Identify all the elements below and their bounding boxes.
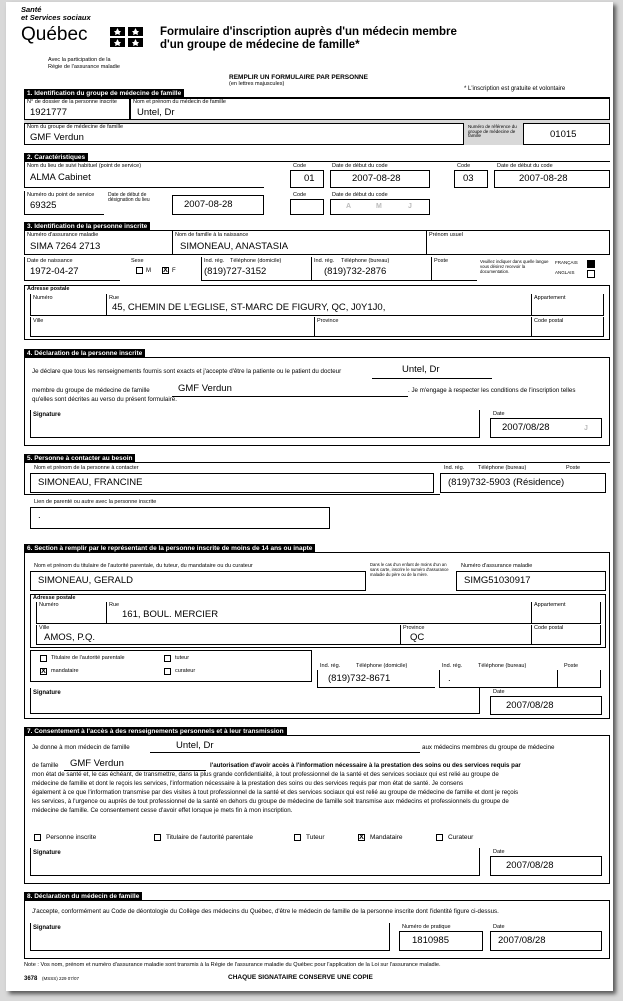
home-tel-label: Téléphone (domicile) [230,258,282,264]
s7-date-value: 2007/08/28 [506,860,554,871]
code2-value: 03 [463,173,474,184]
s4-doctor-value: Untel, Dr [402,364,440,375]
street-label: Rue [109,295,120,301]
s4-group-line [172,396,408,397]
contact-tel-value: (819)732-5903 (Résidence) [448,477,565,488]
s4-date-value: 2007/08/28 [502,422,550,433]
s7-mandate-label: Mandataire [370,834,403,841]
s8-signature-field[interactable] [30,923,390,951]
rep-street-value: 161, BOUL. MERCIER [122,609,219,620]
dob-label: Date de naissance [27,258,73,264]
s7-l2: médecine de famille et dont le reçois les services, l'information nécessaire à la prestation des soins ou des services requis par mon état de santé. Je consens [32,780,464,787]
apartment-label: Appartement [534,295,566,301]
relationship-field[interactable] [30,507,330,529]
contact-tel-label: Téléphone (bureau) [478,465,527,471]
s7-l4: les services, à l'urgence ou auprès de tout professionnel de la santé en dehors du groupe de médecine de famille soit transmise aux médecins et professionnels du groupe de [32,798,509,805]
rep-curator-checkbox[interactable] [164,668,171,675]
s7-l1: mon état de santé et, le cas échéant, de transmettre, dans la plus grande confidentialité, à tout professionnel de la santé et des services sociaux qui est relié au groupe de [32,771,499,778]
s7-curator-checkbox[interactable] [436,834,443,841]
s8-signature-label: Signature [33,925,61,931]
rep-work-tel-value: . [448,673,451,684]
s4-group-value: GMF Verdun [178,383,232,394]
s7-t2: aux médecins membres du groupe de médecine [422,744,555,751]
s4-signature-field[interactable] [30,410,480,438]
partnership-line2: Régie de l'assurance maladie [48,64,120,70]
s4-text4: qu'elles sont décrites au verso du présent formulaire. [32,396,177,403]
rep-name-label: Nom et prénom du titulaire de l'autorité parentale, du tuteur, du mandataire ou du curateur [34,563,253,569]
s7-signature-label: Signature [33,850,61,856]
postal-label: Code postal [534,318,564,324]
footer-form-code: (MSSS) 229 07/07 [42,976,80,981]
date-place-value: 2007-08-28 [184,199,233,210]
nam-label: Numéro d'assurance maladie [27,232,99,238]
point-number-value: 69325 [30,200,57,211]
section-7-title: 7. Consentement à l'accès à des renseignements personnels et à leur transmission [24,727,287,736]
lang-fr-label: FRANÇAIS [555,260,578,265]
s7-person-label: Personne inscrite [46,834,97,841]
rep-street-number-label: Numéro [39,602,59,608]
rep-work-tel-label: Téléphone (bureau) [478,663,527,669]
form-page [6,2,613,991]
rep-work-ind-label: Ind. rég. [442,663,463,669]
rep-signature-field[interactable] [30,688,480,714]
date-code3-year-placeholder: A [346,203,352,210]
s4-date-label: Date [493,411,505,417]
doctor-name-label: Nom et prénom du médecin de famille [133,99,226,105]
rep-tutor-label: tuteur [175,655,190,661]
partnership-line1: Avec la participation de la [48,57,111,63]
dob-value: 1972-04-27 [30,266,79,277]
rep-nam-value: SIMG51030917 [464,575,531,586]
org-line2: et Services sociaux [21,13,91,22]
s7-person-checkbox[interactable] [34,834,41,841]
code3-field[interactable] [290,199,324,215]
rep-parent-checkbox[interactable] [40,655,47,662]
rep-nam-label: Numéro d'assurance maladie [461,563,533,569]
rep-name-value: SIMONEAU, GERALD [38,575,134,586]
s7-mandate-checkbox[interactable]: X [359,834,364,841]
section-3-title: 3. Identification de la personne inscrite [24,222,150,231]
s7-tutor-checkbox[interactable] [294,834,301,841]
lang-en-label: ANGLAIS [555,270,575,275]
service-place-label: Nom du lieu de suivi habituel (point de service) [27,163,142,169]
s7-tutor-label: Tuteur [306,834,325,841]
form-title-line1: Formulaire d'inscription auprès d'un médecin membre [160,26,457,38]
sex-f-label: F [172,268,176,274]
lang-fr-checkbox[interactable] [587,260,595,268]
reference-number-label: Numéro de référence du groupe de médecine de famille [468,124,517,138]
point-number-label: Numéro du point de service [27,192,95,198]
rep-date-value: 2007/08/28 [506,700,554,711]
s4-text1: Je déclare que tous les renseignements fournis sont exacts et j'accepte d'être la patiente ou le patient du docteur [32,368,342,375]
sex-f-checkbox[interactable]: X [163,267,168,274]
rep-ext-field[interactable] [557,670,601,688]
section-6-title: 6. Section à remplir par le représentant de la personne inscrite de moins de 14 ans ou inapte [24,544,315,553]
rep-province-value: QC [410,632,425,643]
date-code2-label: Date de début du code [497,163,553,169]
rep-postal-label: Code postal [534,625,564,631]
free-note: * L'inscription est gratuite et volontaire [464,86,566,92]
s7-doctor-line [150,752,420,753]
s7-curator-label: Curateur [448,834,474,841]
s7-signature-field[interactable] [30,848,480,876]
sex-m-checkbox[interactable] [136,267,143,274]
work-tel-label: Téléphone (bureau) [341,258,390,264]
rep-apartment-label: Appartement [534,602,566,608]
fill-note: REMPLIR UN FORMULAIRE PAR PERSONNE [229,74,368,81]
birth-name-value: SIMONEAU, ANASTASIA [180,241,289,252]
province-field[interactable] [314,317,531,337]
section-2-title: 2. Caractéristiques [24,153,88,162]
rep-street-label: Rue [109,602,120,608]
group-name-label: Nom du groupe de médecine de famille [27,124,124,130]
relationship-value: . [38,510,41,521]
work-ext-label: Poste [434,258,449,264]
date-code3-month-placeholder: M [376,203,382,210]
work-ind-label: Ind. rég. [314,258,335,264]
work-tel-value: (819)732-2876 [324,266,387,277]
file-number-value: 1921777 [30,107,67,118]
code2-label: Code [457,163,471,169]
s8-practice-label: Numéro de pratique [402,924,451,930]
s7-parent-checkbox[interactable] [154,834,161,841]
rep-curator-label: curateur [175,668,196,674]
date-code1-label: Date de début du code [332,163,388,169]
s8-text: J'accepte, conformément au Code de déontologie du Collège des médecins du Québec, d'être le médecin de famille de la personne inscrite dont l'identité figure ci-dessus. [32,908,499,915]
code3-label: Code [293,192,307,198]
rep-tutor-checkbox[interactable] [164,655,171,662]
s7-t4: l'autorisation d'avoir accès à l'information nécessaire à la prestation des soins ou des services requis par [210,762,521,769]
city-field[interactable] [30,317,314,337]
province-label: Province [317,318,339,324]
home-tel-value: (819)727-3152 [204,266,267,277]
rep-mandate-label: mandataire [51,668,79,674]
date-code3-day-placeholder: J [408,203,412,210]
s4-date-day-placeholder: J [584,425,588,432]
rep-home-tel-value: (819)732-8671 [328,673,391,684]
s7-doctor-value: Untel, Dr [176,740,214,751]
birth-name-label: Nom de famille à la naissance [175,232,249,238]
footer-note: Note : Vos nom, prénom et numéro d'assurance maladie sont transmis à la Régie de l'assurance maladie du Québec pour l'application de la Loi sur l'assurance maladie. [24,962,441,968]
address-label: Adresse postale [27,286,70,292]
section-4-title: 4. Déclaration de la personne inscrite [24,349,145,358]
rep-date-label: Date [493,689,505,695]
service-place-value: ALMA Cabinet [30,172,91,183]
code1-value: 01 [304,173,315,184]
file-number-label: N° de dossier de la personne inscrite [27,99,117,105]
section-5-title: 5. Personne à contacter au besoin [24,454,135,463]
s8-practice-value: 1810985 [412,935,449,946]
s8-date-label: Date [493,924,505,930]
rep-province-label: Province [403,625,425,631]
rep-city-label: Ville [39,625,50,631]
s7-l3: également à ce que l'information transmise par des visites à tout professionnel de la santé et des services sociaux qui est relié au groupe de médecine de famille et dont je reçois [32,789,519,796]
s8-date-value: 2007/08/28 [498,935,546,946]
footer-form-number: 3678 [24,976,38,982]
rep-work-tel-field[interactable] [439,670,557,688]
date-place-label: Date de début de désignation du lieu [108,192,150,203]
date-code2-value: 2007-08-28 [519,173,568,184]
s7-t1: Je donne à mon médecin de famille [32,744,130,751]
s4-signature-label: Signature [33,412,61,418]
sex-m-label: M [146,268,151,274]
rep-address-label: Adresse postale [33,595,76,601]
rep-parent-label: Titulaire de l'autorité parentale [51,655,125,661]
s4-doctor-line [372,378,492,379]
rep-home-tel-label: Téléphone (domicile) [356,663,408,669]
s7-date-label: Date [493,849,505,855]
street-value: 45, CHEMIN DE L'EGLISE, ST-MARC DE FIGURY, QC, J0Y1J0, [112,302,386,313]
org-line1: Santé [21,5,42,14]
lang-en-checkbox[interactable] [587,270,595,278]
s4-text3: . Je m'engage à respecter les conditions de l'inscription telles [408,387,576,394]
rep-ext-label: Poste [564,663,579,669]
contact-name-label: Nom et prénom de la personne à contacter [34,465,139,471]
date-code1-value: 2007-08-28 [352,173,401,184]
code1-label: Code [293,163,307,169]
rep-mandate-checkbox[interactable]: X [41,668,46,675]
contact-ind-label: Ind. rég. [444,465,465,471]
doctor-name-value: Untel, Dr [137,107,175,118]
s7-group-value: GMF Verdun [70,758,124,769]
relationship-label: Lien de parenté ou autre avec la personne inscrite [34,499,157,505]
fill-note-2: (en lettres majuscules) [229,81,285,87]
contact-ext-label: Poste [566,465,581,471]
language-note: Veuillez indiquer dans quelle langue vous désirez recevoir la documentation. [480,259,549,274]
date-code3-label: Date de début du code [332,192,388,198]
section-1-title: 1. Identification du groupe de médecine de famille [24,89,184,98]
form-title-line2: d'un groupe de médecine de famille* [160,39,360,51]
street-number-label: Numéro [33,295,53,301]
s7-parent-label: Titulaire de l'autorité parentale [166,834,253,841]
group-name-value: GMF Verdun [30,132,84,143]
s7-l5: médecine de famille. Ce consentement cesse d'avoir effet lorsque je mets fin à mon inscription. [32,807,293,814]
s7-t3: de famille [32,762,59,769]
quebec-flag-icon [110,27,144,48]
nam-value: SIMA 7264 2713 [30,241,101,252]
sex-label: Sexe [131,258,144,264]
city-label: Ville [33,318,44,324]
contact-name-value: SIMONEAU, FRANCINE [38,477,143,488]
s4-text2: membre du groupe de médecine de famille [32,387,150,394]
rep-signature-label: Signature [33,690,61,696]
org-name: Québec [21,24,88,45]
footer-copy: CHAQUE SIGNATAIRE CONSERVE UNE COPIE [228,974,373,981]
reference-number-value: 01015 [550,129,577,140]
home-ind-label: Ind. rég. [204,258,225,264]
rep-home-ind-label: Ind. rég. [320,663,341,669]
usual-name-label: Prénom usuel [429,232,463,238]
section-8-title: 8. Déclaration du médecin de famille [24,892,142,901]
rep-nam-note: Dans le cas d'un enfant de moins d'un an sans carte, inscrire le numéro d'assurance maladie du père ou de la mère. [370,562,449,577]
rep-city-value: AMOS, P.Q. [44,632,96,643]
